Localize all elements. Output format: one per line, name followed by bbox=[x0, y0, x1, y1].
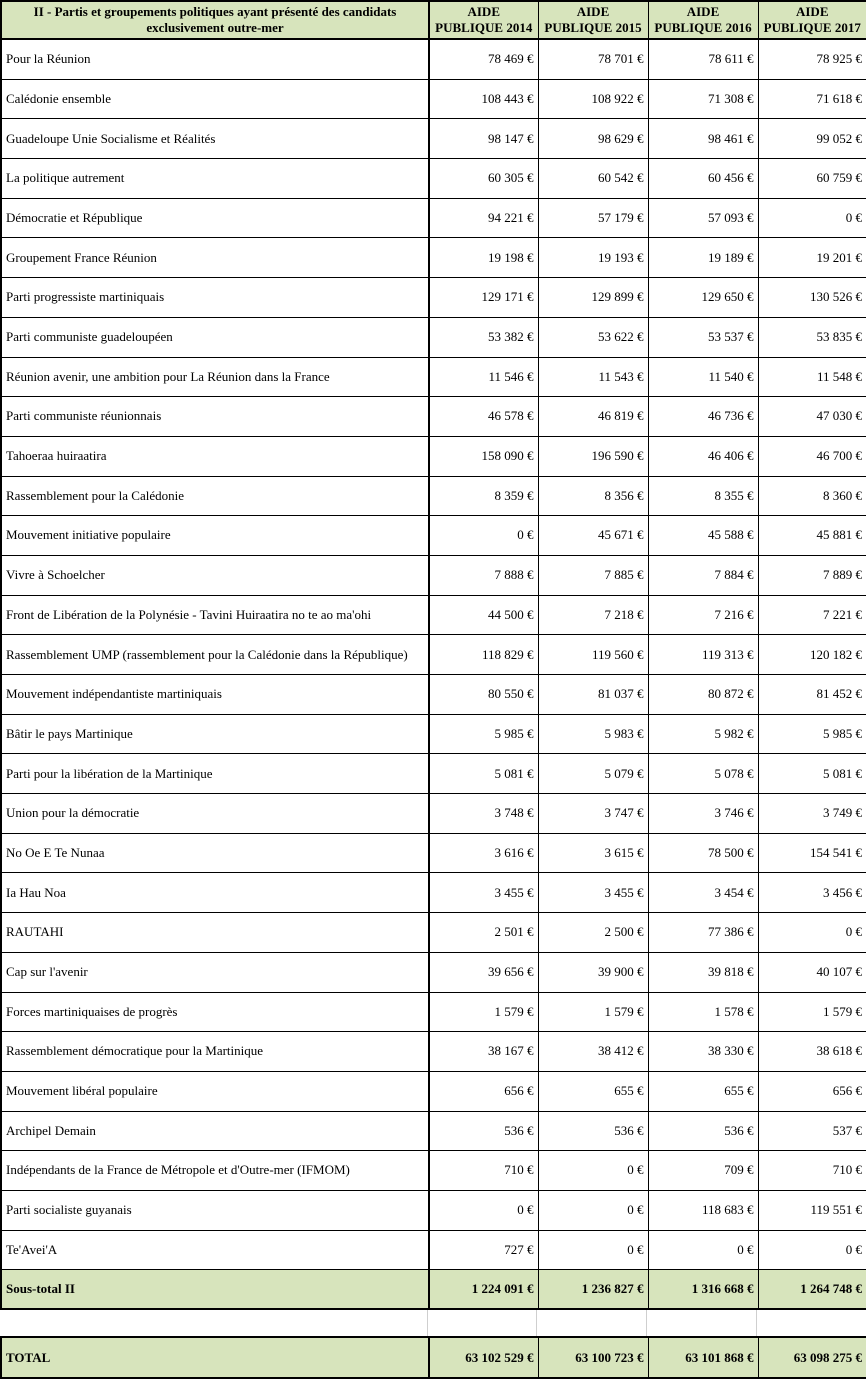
table-row bbox=[1, 913, 866, 953]
aid-amount-2017: 537 € bbox=[758, 1111, 866, 1151]
table-row bbox=[1, 436, 866, 476]
aid-amount-2016: 8 355 € bbox=[648, 476, 758, 516]
table-row bbox=[1, 397, 866, 437]
aid-amount-2015: 196 590 € bbox=[538, 436, 648, 476]
aid-amount-2016: 536 € bbox=[648, 1111, 758, 1151]
column-header-line1: AIDE bbox=[576, 3, 610, 19]
total-row bbox=[1, 1337, 866, 1378]
party-name: Front de Libération de la Polynésie - Tavini Huiraatira no te ao ma'ohi bbox=[1, 595, 429, 635]
aid-amount-2017: 120 182 € bbox=[758, 635, 866, 675]
table-row bbox=[1, 1190, 866, 1230]
total-label: TOTAL bbox=[1, 1337, 429, 1378]
party-name: La politique autrement bbox=[1, 159, 429, 199]
aid-amount-2015: 3 455 € bbox=[538, 873, 648, 913]
aid-amount-2014: 53 382 € bbox=[429, 317, 538, 357]
aid-amount-2017: 81 452 € bbox=[758, 675, 866, 715]
aid-amount-2014: 98 147 € bbox=[429, 119, 538, 159]
party-name: Guadeloupe Unie Socialisme et Réalités bbox=[1, 119, 429, 159]
aid-amount-2017: 11 548 € bbox=[758, 357, 866, 397]
aid-amount-2015: 81 037 € bbox=[538, 675, 648, 715]
aid-amount-2017: 154 541 € bbox=[758, 833, 866, 873]
party-name: Pour la Réunion bbox=[1, 39, 429, 79]
aid-amount-2016: 53 537 € bbox=[648, 317, 758, 357]
aid-amount-2016: 129 650 € bbox=[648, 278, 758, 318]
subtotal-amount-2016: 1 316 668 € bbox=[648, 1270, 758, 1310]
aid-amount-2014: 1 579 € bbox=[429, 992, 538, 1032]
table-row bbox=[1, 595, 866, 635]
aid-amount-2017: 7 221 € bbox=[758, 595, 866, 635]
aid-amount-2015: 39 900 € bbox=[538, 952, 648, 992]
aid-amount-2016: 3 454 € bbox=[648, 873, 758, 913]
aid-amount-2015: 8 356 € bbox=[538, 476, 648, 516]
aid-amount-2015: 46 819 € bbox=[538, 397, 648, 437]
aid-amount-2015: 3 747 € bbox=[538, 794, 648, 834]
table-row bbox=[1, 476, 866, 516]
party-name: RAUTAHI bbox=[1, 913, 429, 953]
table-row bbox=[1, 675, 866, 715]
aid-amount-2015: 108 922 € bbox=[538, 79, 648, 119]
aid-amount-2015: 129 899 € bbox=[538, 278, 648, 318]
aid-amount-2014: 727 € bbox=[429, 1230, 538, 1270]
subtotal-amount-2017: 1 264 748 € bbox=[758, 1270, 866, 1310]
total-amount-2017: 63 098 275 € bbox=[758, 1337, 866, 1378]
party-name: Indépendants de la France de Métropole et d'Outre-mer (IFMOM) bbox=[1, 1151, 429, 1191]
aid-amount-2014: 46 578 € bbox=[429, 397, 538, 437]
column-header-line2: PUBLIQUE 2017 bbox=[763, 20, 861, 35]
party-name: Parti progressiste martiniquais bbox=[1, 278, 429, 318]
aid-amount-2017: 60 759 € bbox=[758, 159, 866, 199]
aid-amount-2014: 11 546 € bbox=[429, 357, 538, 397]
gridline bbox=[756, 1310, 757, 1336]
party-name: Rassemblement UMP (rassemblement pour la Calédonie dans la République) bbox=[1, 635, 429, 675]
party-name: Parti pour la libération de la Martinique bbox=[1, 754, 429, 794]
aid-amount-2014: 60 305 € bbox=[429, 159, 538, 199]
table-row bbox=[1, 1151, 866, 1191]
aid-amount-2016: 71 308 € bbox=[648, 79, 758, 119]
aid-amount-2015: 119 560 € bbox=[538, 635, 648, 675]
aid-amount-2014: 108 443 € bbox=[429, 79, 538, 119]
party-name: No Oe E Te Nunaa bbox=[1, 833, 429, 873]
aid-amount-2014: 0 € bbox=[429, 516, 538, 556]
party-name: Calédonie ensemble bbox=[1, 79, 429, 119]
aid-amount-2016: 11 540 € bbox=[648, 357, 758, 397]
column-header-line1: AIDE bbox=[467, 3, 500, 19]
party-name: Rassemblement pour la Calédonie bbox=[1, 476, 429, 516]
table-row bbox=[1, 1032, 866, 1072]
table-row bbox=[1, 794, 866, 834]
aid-amount-2014: 38 167 € bbox=[429, 1032, 538, 1072]
aid-amount-2016: 3 746 € bbox=[648, 794, 758, 834]
aid-amount-2016: 77 386 € bbox=[648, 913, 758, 953]
aid-amount-2015: 57 179 € bbox=[538, 198, 648, 238]
table-row bbox=[1, 754, 866, 794]
gridline bbox=[427, 1310, 428, 1336]
aid-amount-2015: 3 615 € bbox=[538, 833, 648, 873]
party-name: Bâtir le pays Martinique bbox=[1, 714, 429, 754]
aid-amount-2014: 8 359 € bbox=[429, 476, 538, 516]
table-row bbox=[1, 555, 866, 595]
aid-amount-2017: 130 526 € bbox=[758, 278, 866, 318]
aid-amount-2015: 45 671 € bbox=[538, 516, 648, 556]
aid-amount-2014: 5 081 € bbox=[429, 754, 538, 794]
party-name: Archipel Demain bbox=[1, 1111, 429, 1151]
party-name: Parti communiste guadeloupéen bbox=[1, 317, 429, 357]
aid-amount-2016: 118 683 € bbox=[648, 1190, 758, 1230]
aid-amount-2017: 5 081 € bbox=[758, 754, 866, 794]
aid-amount-2014: 3 748 € bbox=[429, 794, 538, 834]
aid-amount-2017: 38 618 € bbox=[758, 1032, 866, 1072]
subtotal-amount-2015: 1 236 827 € bbox=[538, 1270, 648, 1310]
party-name: Démocratie et République bbox=[1, 198, 429, 238]
aid-amount-2014: 19 198 € bbox=[429, 238, 538, 278]
column-header-line1: AIDE bbox=[795, 3, 829, 19]
party-name: Cap sur l'avenir bbox=[1, 952, 429, 992]
aid-amount-2016: 119 313 € bbox=[648, 635, 758, 675]
table-row bbox=[1, 278, 866, 318]
table-row bbox=[1, 1071, 866, 1111]
aid-amount-2016: 98 461 € bbox=[648, 119, 758, 159]
aid-amount-2014: 656 € bbox=[429, 1071, 538, 1111]
column-header-line1: AIDE bbox=[686, 3, 720, 19]
aid-amount-2017: 40 107 € bbox=[758, 952, 866, 992]
column-header-2014 bbox=[429, 1, 538, 39]
table-row bbox=[1, 39, 866, 79]
aid-amount-2015: 11 543 € bbox=[538, 357, 648, 397]
column-header-line2: PUBLIQUE 2014 bbox=[435, 20, 533, 35]
aid-amount-2016: 46 736 € bbox=[648, 397, 758, 437]
party-name: Parti communiste réunionnais bbox=[1, 397, 429, 437]
table-row bbox=[1, 317, 866, 357]
aid-amount-2017: 8 360 € bbox=[758, 476, 866, 516]
gridline bbox=[646, 1310, 647, 1336]
column-header-2016 bbox=[648, 1, 758, 39]
aid-amount-2017: 0 € bbox=[758, 198, 866, 238]
aid-amount-2016: 60 456 € bbox=[648, 159, 758, 199]
aid-amount-2014: 5 985 € bbox=[429, 714, 538, 754]
aid-amount-2017: 53 835 € bbox=[758, 317, 866, 357]
party-name: Ia Hau Noa bbox=[1, 873, 429, 913]
party-name: Groupement France Réunion bbox=[1, 238, 429, 278]
aid-amount-2014: 536 € bbox=[429, 1111, 538, 1151]
party-name: Te'Avei'A bbox=[1, 1230, 429, 1270]
table-row bbox=[1, 238, 866, 278]
aid-amount-2016: 19 189 € bbox=[648, 238, 758, 278]
aid-amount-2017: 3 749 € bbox=[758, 794, 866, 834]
aid-amount-2015: 5 983 € bbox=[538, 714, 648, 754]
aid-amount-2014: 80 550 € bbox=[429, 675, 538, 715]
aid-amount-2015: 60 542 € bbox=[538, 159, 648, 199]
aid-amount-2017: 71 618 € bbox=[758, 79, 866, 119]
aid-amount-2016: 7 884 € bbox=[648, 555, 758, 595]
party-name: Parti socialiste guyanais bbox=[1, 1190, 429, 1230]
aid-amount-2014: 2 501 € bbox=[429, 913, 538, 953]
aid-amount-2014: 94 221 € bbox=[429, 198, 538, 238]
aid-amount-2015: 0 € bbox=[538, 1230, 648, 1270]
aid-amount-2016: 5 982 € bbox=[648, 714, 758, 754]
aid-amount-2016: 655 € bbox=[648, 1071, 758, 1111]
aid-amount-2017: 99 052 € bbox=[758, 119, 866, 159]
party-name: Réunion avenir, une ambition pour La Réunion dans la France bbox=[1, 357, 429, 397]
column-header-2015 bbox=[538, 1, 648, 39]
subtotal-row bbox=[1, 1270, 866, 1310]
table-row bbox=[1, 516, 866, 556]
aid-amount-2015: 7 218 € bbox=[538, 595, 648, 635]
aid-amount-2015: 53 622 € bbox=[538, 317, 648, 357]
aid-amount-2014: 78 469 € bbox=[429, 39, 538, 79]
aid-amount-2016: 78 500 € bbox=[648, 833, 758, 873]
total-amount-2016: 63 101 868 € bbox=[648, 1337, 758, 1378]
aid-amount-2015: 536 € bbox=[538, 1111, 648, 1151]
party-name: Mouvement initiative populaire bbox=[1, 516, 429, 556]
aid-amount-2015: 19 193 € bbox=[538, 238, 648, 278]
aid-amount-2014: 158 090 € bbox=[429, 436, 538, 476]
aid-amount-2016: 46 406 € bbox=[648, 436, 758, 476]
party-name: Mouvement indépendantiste martiniquais bbox=[1, 675, 429, 715]
aid-amount-2016: 39 818 € bbox=[648, 952, 758, 992]
table-row bbox=[1, 635, 866, 675]
table-row bbox=[1, 119, 866, 159]
table-row bbox=[1, 1230, 866, 1270]
aid-amount-2015: 0 € bbox=[538, 1190, 648, 1230]
party-name: Vivre à Schoelcher bbox=[1, 555, 429, 595]
aid-amount-2017: 119 551 € bbox=[758, 1190, 866, 1230]
aid-amount-2016: 1 578 € bbox=[648, 992, 758, 1032]
aid-amount-2015: 5 079 € bbox=[538, 754, 648, 794]
aid-amount-2014: 118 829 € bbox=[429, 635, 538, 675]
aid-amount-2017: 710 € bbox=[758, 1151, 866, 1191]
aid-amount-2017: 46 700 € bbox=[758, 436, 866, 476]
aid-amount-2016: 7 216 € bbox=[648, 595, 758, 635]
aid-amount-2015: 78 701 € bbox=[538, 39, 648, 79]
aid-amount-2017: 5 985 € bbox=[758, 714, 866, 754]
aid-amount-2015: 0 € bbox=[538, 1151, 648, 1191]
table-row bbox=[1, 159, 866, 199]
party-name: Tahoeraa huiraatira bbox=[1, 436, 429, 476]
aid-amount-2017: 656 € bbox=[758, 1071, 866, 1111]
aid-amount-2014: 129 171 € bbox=[429, 278, 538, 318]
column-header-2017 bbox=[758, 1, 866, 39]
grand-total-table bbox=[0, 1336, 866, 1379]
column-header-line2: PUBLIQUE 2016 bbox=[654, 20, 752, 35]
aid-amount-2015: 98 629 € bbox=[538, 119, 648, 159]
table-gap bbox=[0, 1310, 866, 1336]
table-row bbox=[1, 357, 866, 397]
gridline bbox=[536, 1310, 537, 1336]
aid-amount-2016: 5 078 € bbox=[648, 754, 758, 794]
aid-amount-2015: 38 412 € bbox=[538, 1032, 648, 1072]
aid-amount-2014: 3 616 € bbox=[429, 833, 538, 873]
aid-amount-2015: 2 500 € bbox=[538, 913, 648, 953]
aid-amount-2017: 78 925 € bbox=[758, 39, 866, 79]
table-row bbox=[1, 714, 866, 754]
aid-amount-2016: 57 093 € bbox=[648, 198, 758, 238]
aid-amount-2014: 3 455 € bbox=[429, 873, 538, 913]
aid-amount-2017: 47 030 € bbox=[758, 397, 866, 437]
aid-amount-2017: 7 889 € bbox=[758, 555, 866, 595]
table-row bbox=[1, 198, 866, 238]
table-title-line1: II - Partis et groupements politiques ayant présenté des candidats bbox=[33, 3, 397, 19]
table-row bbox=[1, 1111, 866, 1151]
table-row bbox=[1, 833, 866, 873]
table-row bbox=[1, 992, 866, 1032]
party-name: Mouvement libéral populaire bbox=[1, 1071, 429, 1111]
table-row bbox=[1, 79, 866, 119]
subtotal-amount-2014: 1 224 091 € bbox=[429, 1270, 538, 1310]
table-title-cell bbox=[1, 1, 429, 39]
aid-amount-2017: 1 579 € bbox=[758, 992, 866, 1032]
aid-amount-2014: 44 500 € bbox=[429, 595, 538, 635]
aid-amount-2017: 0 € bbox=[758, 913, 866, 953]
aid-amount-2017: 0 € bbox=[758, 1230, 866, 1270]
aid-amount-2016: 709 € bbox=[648, 1151, 758, 1191]
aid-amount-2017: 19 201 € bbox=[758, 238, 866, 278]
header-row bbox=[1, 1, 866, 39]
total-amount-2014: 63 102 529 € bbox=[429, 1337, 538, 1378]
column-header-line2: PUBLIQUE 2015 bbox=[544, 20, 642, 35]
aid-amount-2016: 45 588 € bbox=[648, 516, 758, 556]
party-name: Forces martiniquaises de progrès bbox=[1, 992, 429, 1032]
aid-amount-2015: 655 € bbox=[538, 1071, 648, 1111]
aid-amount-2014: 39 656 € bbox=[429, 952, 538, 992]
aid-amount-2017: 3 456 € bbox=[758, 873, 866, 913]
aid-amount-2014: 710 € bbox=[429, 1151, 538, 1191]
aid-amount-2014: 7 888 € bbox=[429, 555, 538, 595]
aid-amount-2016: 38 330 € bbox=[648, 1032, 758, 1072]
party-name: Union pour la démocratie bbox=[1, 794, 429, 834]
table-row bbox=[1, 873, 866, 913]
table-title-line2: exclusivement outre-mer bbox=[146, 20, 284, 35]
aid-amount-2015: 7 885 € bbox=[538, 555, 648, 595]
aid-amount-2016: 78 611 € bbox=[648, 39, 758, 79]
aid-amount-2015: 1 579 € bbox=[538, 992, 648, 1032]
table-row bbox=[1, 952, 866, 992]
aid-amount-2014: 0 € bbox=[429, 1190, 538, 1230]
party-name: Rassemblement démocratique pour la Martinique bbox=[1, 1032, 429, 1072]
aid-amount-2016: 80 872 € bbox=[648, 675, 758, 715]
total-amount-2015: 63 100 723 € bbox=[538, 1337, 648, 1378]
subtotal-label: Sous-total II bbox=[1, 1270, 429, 1310]
aid-amount-2017: 45 881 € bbox=[758, 516, 866, 556]
aid-amount-2016: 0 € bbox=[648, 1230, 758, 1270]
